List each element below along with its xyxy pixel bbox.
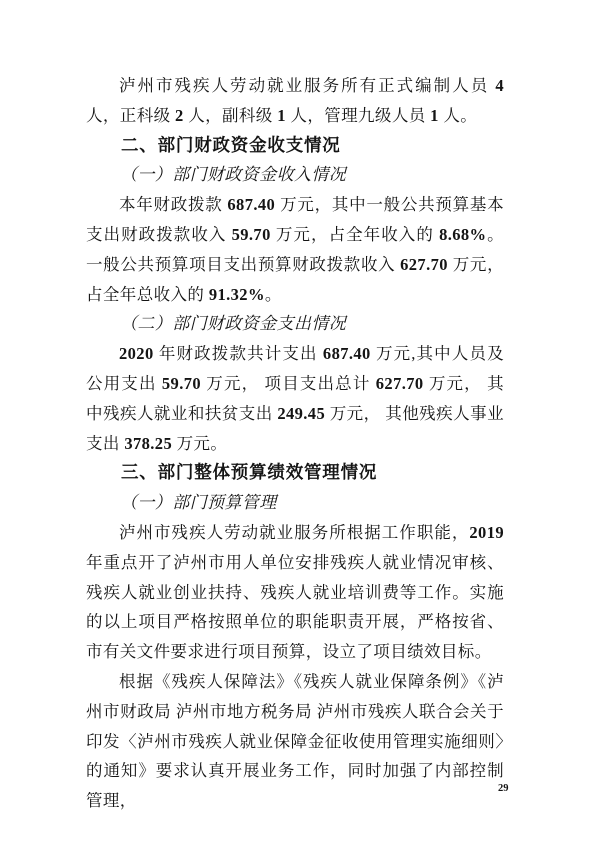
section-heading: 三、部门整体预算绩效管理情况 [121, 462, 378, 483]
sub-section-heading: （一）部门预算管理 [120, 493, 277, 513]
sub-section-heading: （一）部门财政资金收入情况 [120, 165, 347, 185]
page-number: 29 [498, 783, 509, 794]
sub-section-heading: （二）部门财政资金支出情况 [120, 314, 347, 334]
body-paragraph: 2020 年财政拨款共计支出 687.40 万元,其中人员及公用支出 59.70 万元， 项目支出总计 627.70 万元， 其中残疾人就业和扶贫支出 249.45 万元， 其他残疾人事业支出 378.25 万元。 [86, 344, 504, 453]
body-paragraph: 根据《残疾人保障法》《残疾人就业保障条例》《泸州市财政局 泸州市地方税务局 泸州市残疾人联合会关于印发〈泸州市残疾人就业保障金征收使用管理实施细则〉的通知》要求认真开展业务工作，同时加强了内部控制管理， [86, 671, 504, 811]
body-paragraph: 泸州市残疾人劳动就业服务所有正式编制人员 4 人，正科级 2 人，副科级 1 人，管理九级人员 1 人。 [86, 76, 504, 125]
body-paragraph: 泸州市残疾人劳动就业服务所根据工作职能，2019 年重点开了泸州市用人单位安排残疾人就业情况审核、残疾人就业创业扶持、残疾人就业培训费等工作。实施的以上项目严格按照单位的职能职责开展，严格按省、市有关文件要求进行项目预算，设立了项目绩效目标。 [86, 522, 504, 662]
section-heading: 二、部门财政资金收支情况 [121, 134, 341, 155]
body-paragraph: 本年财政拨款 687.40 万元，其中一般公共预算基本支出财政拨款收入 59.70 万元，占全年收入的 8.68%。一般公共预算项目支出预算财政拨款收入 627.70 万元，占全年总收入的 91.32%。 [86, 195, 504, 304]
document-body [86, 71, 504, 816]
